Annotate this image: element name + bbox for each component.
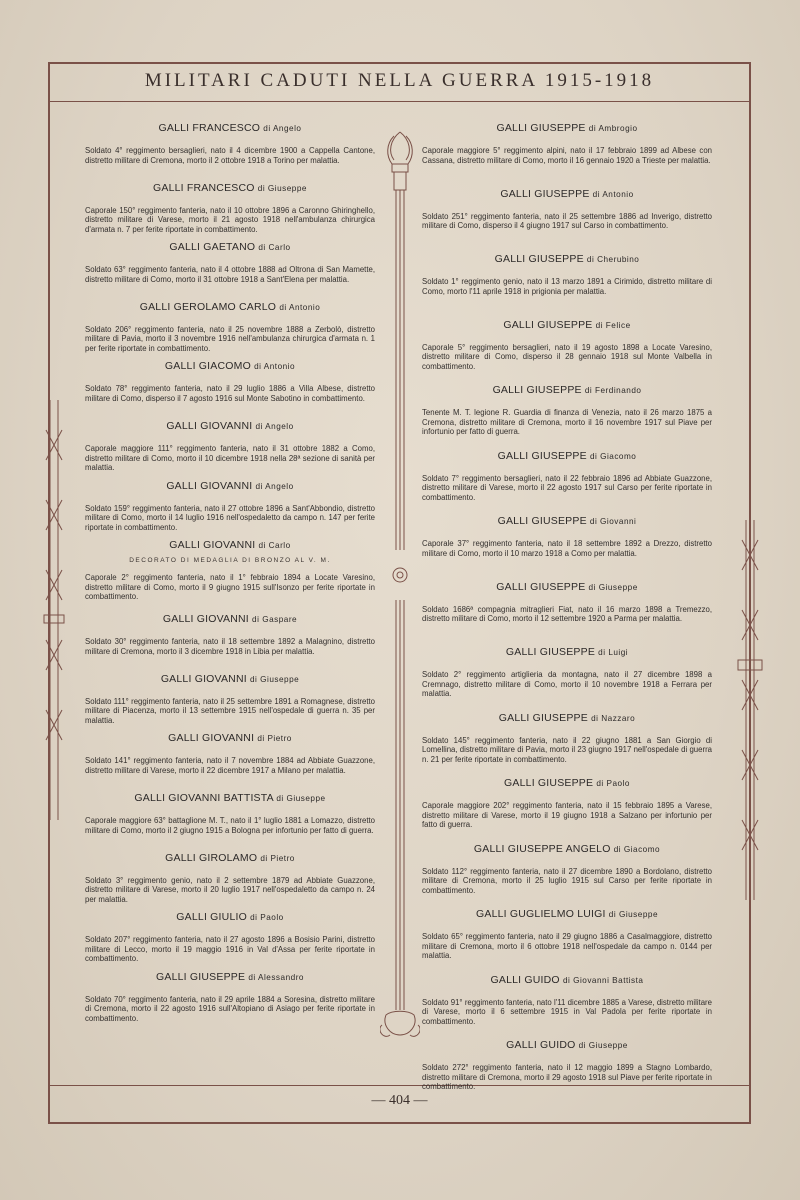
entry-patronymic: di Giacomo — [613, 844, 661, 854]
entry-text: Soldato 30° reggimento fanteria, nato il 18 settembre 1892 a Malagnino, distretto militare di Cremona, morto il 3 dicembre 1918 in Libia per malattia. — [85, 637, 375, 656]
entry-name — [422, 1039, 712, 1051]
entry-patronymic: di Giuseppe — [249, 674, 300, 684]
entry — [422, 450, 712, 516]
entry-surname: GALLI GIULIO — [176, 911, 247, 924]
entry-surname: GALLI FRANCESCO — [158, 122, 261, 134]
entry-patronymic: di Gaspare — [252, 615, 298, 625]
entry-patronymic: di Ferdinando — [584, 386, 642, 395]
entry-surname: GALLI GAETANO — [169, 241, 256, 254]
entry-text: Soldato 272° reggimento fanteria, nato il 12 maggio 1899 a Stagno Lombardo, distretto militare di Cremona, morto il 29 agosto 1918 sul Piave per ferite riportate in combattimento. — [422, 1063, 712, 1092]
entry-surname: GALLI GIUSEPPE — [496, 122, 586, 134]
entry-text: Caporale 5° reggimento bersaglieri, nato il 19 agosto 1898 a Locate Varesino, distretto militare di Como, disperso il 28 gennaio 1918 sul Monte Valbella in combattimento. — [422, 342, 712, 371]
entry — [85, 673, 375, 733]
entry-surname: GALLI GIUSEPPE — [497, 515, 587, 527]
entry-text: Soldato 70° reggimento fanteria, nato il 29 aprile 1884 a Soresina, distretto militare di Cremona, morto il 22 agosto 1916 sull'Altopiano di Asiago per ferite riportate in combattimento. — [85, 994, 375, 1023]
entry-name — [85, 122, 375, 134]
entry-name — [85, 360, 375, 372]
entry — [85, 182, 375, 242]
entry-text: Soldato 91° reggimento fanteria, nato l'11 dicembre 1885 a Varese, distretto militare di Varese, morto il 6 settembre 1915 in Val Padola per ferite riportate in combattimento. — [422, 997, 712, 1026]
entry-patronymic: di Giovanni Battista — [562, 975, 644, 985]
entry-text: Soldato 3° reggimento genio, nato il 2 settembre 1879 ad Abbiate Guazzone, distretto militare di Varese, morto il 20 luglio 1917 nell'ospedaletto da campo n. 24 per malattia. — [85, 875, 375, 904]
entry-text: Soldato 7° reggimento bersaglieri, nato il 22 febbraio 1896 ad Abbiate Guazzone, distretto militare di Varese, morto il 22 agosto 1917 sul Carso per ferite riportate in combattimento. — [422, 473, 712, 502]
entry — [85, 241, 375, 301]
entry — [85, 911, 375, 971]
entry-surname: GALLI GIUSEPPE — [503, 318, 593, 331]
entry-patronymic: di Paolo — [596, 779, 630, 788]
entry — [85, 480, 375, 540]
entry-surname: GALLI GUIDO — [506, 1039, 576, 1051]
entry-text: Soldato 2° reggimento artiglieria da montagna, nato il 27 dicembre 1898 a Cremnago, distretto militare di Como, morto il 10 novembre 1918 a Ferrara per malattia. — [422, 670, 712, 699]
entry-name — [422, 908, 712, 920]
entry-surname: GALLI GIUSEPPE — [505, 646, 596, 658]
entry — [422, 515, 712, 581]
central-pillar-ornament — [380, 130, 420, 1060]
entry-name — [85, 301, 375, 313]
entry-patronymic: di Ambrogio — [588, 124, 638, 133]
entry-surname: GALLI GEROLAMO CARLO — [139, 300, 277, 313]
entry-surname: GALLI GIUSEPPE — [504, 777, 594, 789]
entry-text: Caporale maggiore 63° battaglione M. T., nato il 1° luglio 1881 a Lomazzo, distretto militare di Como, morto il 2 giugno 1915 a Bologna per infortunio per fatto di guerra. — [85, 815, 375, 835]
entry-name — [85, 732, 375, 744]
entry-text: Caporale 37° reggimento fanteria, nato il 18 settembre 1892 a Drezzo, distretto militare di Como, morto il 10 marzo 1918 a Como per malattia. — [422, 539, 712, 558]
entry — [85, 301, 375, 361]
entry — [85, 792, 375, 852]
entry-patronymic: di Antonio — [254, 362, 296, 372]
entry-text: Soldato 1686ª compagnia mitraglieri Fiat, nato il 16 marzo 1898 a Tremezzo, distretto militare di Como, morto il 12 settembre 1920 a Parma per malattia. — [422, 604, 712, 624]
entry-surname: GALLI FRANCESCO — [153, 181, 255, 194]
entry-patronymic: di Alessandro — [248, 972, 304, 982]
entry-surname: GALLI GIUSEPPE — [498, 711, 588, 724]
entry-patronymic: di Angelo — [255, 481, 294, 491]
entry-text: Caporale 150° reggimento fanteria, nato il 10 ottobre 1896 a Caronno Ghiringhello, distretto militare di Varese, morto il 21 agosto 1918 nell'ambulanza chirurgica d'armata n. 7 per ferite riportate in combattimento. — [85, 205, 375, 234]
entry-text: Tenente M. T. legione R. Guardia di finanza di Venezia, nato il 26 marzo 1875 a Cremona, distretto militare di Cremona, morto il 16 novembre 1917 sul Piave per infortunio per fatto di guerra. — [422, 408, 712, 437]
entry-name — [422, 122, 712, 134]
entry-name — [422, 450, 712, 462]
entry-name — [422, 319, 712, 331]
entry-surname: GALLI GIUSEPPE ANGELO — [473, 842, 611, 855]
entry-surname: GALLI GIOVANNI — [169, 539, 256, 552]
entry — [85, 732, 375, 792]
entry — [85, 360, 375, 420]
entry-text: Soldato 63° reggimento fanteria, nato il 4 ottobre 1888 ad Oltrona di San Mamette, distretto militare di Como, morto il 31 ottobre 1918 a Sant'Elena per malattia. — [85, 265, 375, 284]
entry-patronymic: di Pietro — [260, 853, 295, 863]
entry — [422, 253, 712, 319]
entry-text: Soldato 1° reggimento genio, nato il 13 marzo 1891 a Cirimido, distretto militare di Como, morto l'11 aprile 1918 in prigionia per malattia. — [422, 277, 712, 296]
entry — [422, 908, 712, 974]
entry — [85, 852, 375, 912]
entry — [422, 581, 712, 647]
entry-patronymic: di Angelo — [255, 421, 294, 431]
entry-text: Soldato 65° reggimento fanteria, nato il 29 giugno 1886 a Casalmaggiore, distretto militare di Cremona, morto il 6 ottobre 1918 nell'ospedale da campo n. 0144 per malattia. — [422, 932, 712, 961]
entry-patronymic: di Angelo — [263, 124, 302, 133]
entry — [422, 712, 712, 778]
entry-name — [422, 515, 712, 527]
entry-surname: GALLI GIUSEPPE — [496, 580, 586, 593]
entry — [422, 319, 712, 385]
entry-text: Soldato 111° reggimento fanteria, nato il 25 settembre 1891 a Romagnese, distretto militare di Piacenza, morto il 13 settembre 1915 nell'ospedale di guerra n. 35 per malattia. — [85, 696, 375, 725]
entry — [85, 613, 375, 673]
entry — [422, 646, 712, 712]
entry-name — [85, 539, 375, 551]
page-title: MILITARI CADUTI NELLA GUERRA 1915-1918 — [144, 70, 655, 91]
entry-name — [422, 253, 712, 265]
entry-text: Soldato 145° reggimento fanteria, nato il 22 giugno 1881 a San Giorgio di Lomellina, distretto militare di Pavia, morto il 23 giugno 1917 nell'ospedale di guerra n. 21 per ferite riportate in combattimento. — [422, 735, 712, 764]
entry — [422, 974, 712, 1040]
entry-text: Soldato 78° reggimento fanteria, nato il 29 luglio 1886 a Villa Albese, distretto militare di Como, disperso il 7 agosto 1916 sul Monte Sabotino in combattimento. — [85, 384, 375, 403]
entry — [85, 539, 375, 613]
entry-text: Soldato 112° reggimento fanteria, nato il 27 dicembre 1890 a Bordolano, distretto militare di Cremona, morto il 25 luglio 1915 sul Carso per ferite riportate in combattimento. — [422, 866, 712, 895]
entry-patronymic: di Paolo — [250, 913, 284, 923]
entry-patronymic: di Giuseppe — [588, 582, 638, 592]
right-column — [422, 122, 712, 1105]
entry-surname: GALLI GUGLIELMO LUIGI — [476, 908, 606, 920]
entry-patronymic: di Pietro — [257, 734, 292, 744]
entry-surname: GALLI GIOVANNI — [166, 419, 253, 432]
entry-surname: GALLI GIUSEPPE — [494, 253, 584, 265]
entry-name — [85, 420, 375, 432]
entry-name — [85, 792, 375, 804]
entry-patronymic: di Carlo — [258, 541, 291, 551]
entry — [85, 122, 375, 182]
entry-patronymic: di Giacomo — [589, 451, 637, 461]
entry-text: Soldato 159° reggimento fanteria, nato il 27 ottobre 1896 a Sant'Abbondio, distretto militare di Como, morto il 14 luglio 1916 nell'ospedaletto da campo n. 147 per ferite riportate in combattimento. — [85, 503, 375, 532]
entry-surname: GALLI GIOVANNI BATTISTA — [134, 791, 274, 804]
entry-patronymic: di Giuseppe — [578, 1041, 628, 1050]
entry-name — [85, 613, 375, 625]
entry-surname: GALLI GUIDO — [490, 973, 560, 986]
entry-patronymic: di Antonio — [279, 302, 321, 312]
entry-name — [422, 712, 712, 724]
entry-name — [422, 581, 712, 593]
entry-surname: GALLI GIROLAMO — [165, 851, 258, 864]
entry-name — [85, 480, 375, 492]
entry-patronymic: di Antonio — [592, 189, 634, 199]
page-number: — 404 — — [371, 1093, 428, 1108]
entry-text: Soldato 141° reggimento fanteria, nato il 7 novembre 1884 ad Abbiate Guazzone, distretto militare di Varese, morto il 22 dicembre 1917 a Milano per malattia. — [85, 756, 375, 775]
entry-patronymic: di Cherubino — [586, 255, 640, 264]
entry-text: Caporale maggiore 111° reggimento fanteria, nato il 31 ottobre 1882 a Como, distretto militare di Como, morto il 10 dicembre 1918 nella 28ª sezione di sanità per malattia. — [85, 443, 375, 473]
entry — [85, 420, 375, 480]
entry-surname: GALLI GIACOMO — [164, 360, 251, 373]
entry-surname: GALLI GIUSEPPE — [497, 449, 587, 462]
entry-name — [85, 852, 375, 864]
entry-surname: GALLI GIUSEPPE — [492, 384, 582, 396]
entry-surname: GALLI GIOVANNI — [162, 613, 249, 626]
entry-text: Soldato 206° reggimento fanteria, nato il 25 novembre 1888 a Zerbolò, distretto militare di Pavia, morto il 3 novembre 1916 nell'ambulanza chirurgica d'armata n. 1 per ferite riportate in combattimento. — [85, 324, 375, 353]
entry-surname: GALLI GIUSEPPE — [500, 187, 590, 200]
entry-patronymic: di Giuseppe — [276, 793, 326, 803]
entry-name — [422, 974, 712, 986]
entry — [422, 188, 712, 254]
left-column — [85, 122, 375, 1030]
entry-name — [85, 182, 375, 194]
entry-text: Soldato 4° reggimento bersaglieri, nato il 4 dicembre 1900 a Cappella Cantone, distretto militare di Cremona, morto il 2 ottobre 1918 a Torino per malattia. — [85, 146, 375, 165]
header-divider — [48, 101, 751, 102]
entry-text: Caporale maggiore 5° reggimento alpini, nato il 17 febbraio 1899 ad Albese con Cassana, distretto militare di Como, morto il 16 gennaio 1920 a Trieste per malattia. — [422, 146, 712, 165]
entry — [422, 384, 712, 450]
entry — [422, 843, 712, 909]
entry-text: Soldato 251° reggimento fanteria, nato il 25 settembre 1886 ad Inverigo, distretto militare di Como, disperso il 4 giugno 1917 sul Carso in combattimento. — [422, 211, 712, 231]
entry-text: Caporale 2° reggimento fanteria, nato il 1° febbraio 1894 a Locate Varesino, distretto militare di Como, morto il 9 giugno 1915 sull'Isonzo per ferite riportate in combattimento. — [85, 573, 375, 602]
entry-name — [85, 673, 375, 685]
entry-text: Caporale maggiore 202° reggimento fanteria, nato il 15 febbraio 1895 a Varese, distretto militare di Varese, morto il 19 giugno 1918 a Salzano per infortunio per fatto di guerra. — [422, 801, 712, 830]
entry-patronymic: di Giuseppe — [257, 183, 307, 193]
entry-name — [422, 188, 712, 200]
entry-name — [85, 911, 375, 923]
entry-surname: GALLI GIOVANNI — [166, 479, 253, 492]
entry-patronymic: di Giuseppe — [608, 910, 658, 919]
entry-patronymic: di Nazzaro — [591, 713, 636, 723]
entry-text: Soldato 207° reggimento fanteria, nato il 27 agosto 1896 a Bosisio Parini, distretto militare di Lecco, morto il 19 maggio 1916 in Val d'Assa per ferite riportate in combattimento. — [85, 935, 375, 964]
entry-name — [422, 777, 712, 789]
entry — [422, 777, 712, 843]
entry-decoration: DECORATO DI MEDAGLIA DI BRONZO AL V. M. — [129, 557, 331, 565]
entry-surname: GALLI GIUSEPPE — [156, 970, 246, 983]
entry-patronymic: di Giovanni — [589, 517, 637, 526]
entry — [422, 122, 712, 188]
entry-patronymic: di Felice — [595, 320, 631, 330]
entry-patronymic: di Carlo — [258, 243, 291, 253]
entry-surname: GALLI GIOVANNI — [160, 672, 247, 685]
entry-name — [422, 843, 712, 855]
entry-patronymic: di Luigi — [598, 648, 629, 657]
entry — [85, 971, 375, 1031]
entry-name — [85, 241, 375, 253]
entry-name — [422, 646, 712, 658]
entry-name — [422, 384, 712, 396]
entry-surname: GALLI GIOVANNI — [168, 732, 255, 745]
entry-name — [85, 971, 375, 983]
